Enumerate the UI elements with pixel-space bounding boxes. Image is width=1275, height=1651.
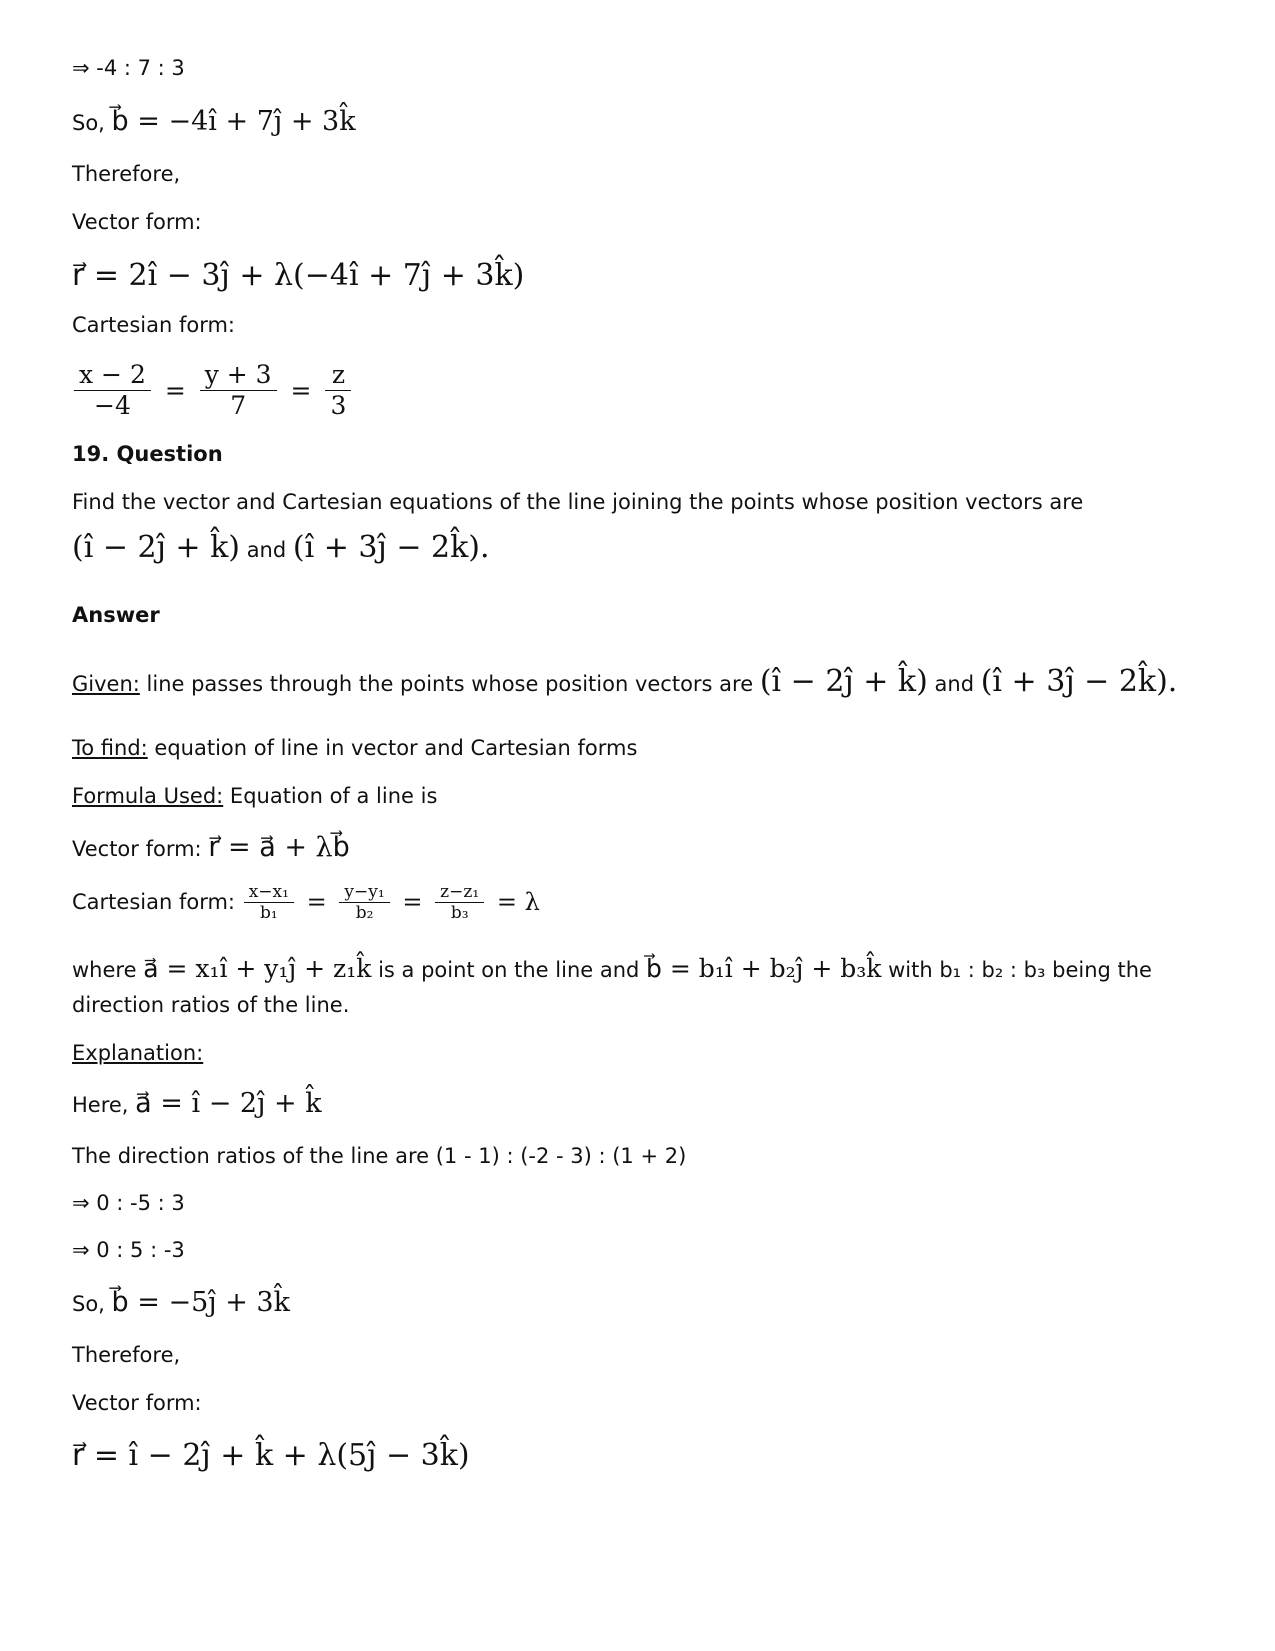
vector-form-label: Vector form:	[72, 210, 202, 234]
formula-fraction-y-numerator: y−y₁	[339, 882, 389, 903]
position-vector-2: (î + 3ĵ − 2k̂).	[292, 530, 490, 565]
cartesian-form-label: Cartesian form:	[72, 313, 235, 337]
b-here-line	[72, 1287, 290, 1319]
vector-formula-line	[72, 832, 350, 864]
given-vector-1: (î − 2ĵ + k̂)	[759, 664, 928, 699]
formula-fraction-z-denominator: b₃	[450, 903, 469, 924]
given-text: line passes through the points whose position vectors are	[146, 672, 754, 696]
b-definition: b⃗ = b₁î + b₂ĵ + b₃k̂	[646, 954, 882, 983]
fraction-x	[74, 360, 151, 421]
where-line-2: direction ratios of the line.	[72, 993, 350, 1017]
and-text: and	[934, 672, 975, 696]
formula-fraction-y	[339, 882, 389, 924]
and-text: and	[246, 538, 287, 562]
equals-sign: =	[164, 375, 186, 405]
fraction-y	[200, 360, 277, 421]
fraction-z-denominator: 3	[330, 391, 347, 420]
formula-fraction-y-denominator: b₂	[355, 903, 374, 924]
question-heading: 19. Question	[72, 442, 223, 466]
to-find-text: equation of line in vector and Cartesian forms	[154, 736, 638, 760]
fraction-x-numerator: x − 2	[74, 360, 151, 391]
equals-sign: =	[290, 375, 312, 405]
here-line	[72, 1088, 322, 1120]
question-vectors	[72, 530, 490, 566]
formula-fraction-x	[244, 882, 294, 924]
formula-fraction-x-denominator: b₁	[259, 903, 278, 924]
so-prefix: So,	[72, 111, 105, 135]
therefore-text: Therefore,	[72, 1343, 181, 1367]
lambda-rhs: = λ	[496, 888, 540, 917]
fraction-z	[325, 360, 351, 421]
given-label: Given:	[72, 672, 140, 696]
where-prefix: where	[72, 958, 137, 982]
vector-form-label: Vector form:	[72, 837, 202, 861]
final-vector-equation: r⃗ = î − 2ĵ + k̂ + λ(5ĵ − 3k̂)	[72, 1438, 470, 1473]
here-prefix: Here,	[72, 1093, 129, 1117]
fraction-y-numerator: y + 3	[200, 360, 277, 391]
to-find-label: To find:	[72, 736, 148, 760]
equals-sign: =	[402, 888, 423, 917]
ratio-line-1: ⇒ 0 : -5 : 3	[72, 1191, 185, 1215]
question-text: Find the vector and Cartesian equations of the line joining the points whose position vectors are	[72, 490, 1084, 514]
b-vector-equation: b⃗ = −4î + 7ĵ + 3k̂	[111, 106, 356, 137]
a-here-equation: a⃗ = î − 2ĵ + k̂	[135, 1088, 322, 1119]
formula-fraction-x-numerator: x−x₁	[244, 882, 294, 903]
explanation-label: Explanation:	[72, 1041, 204, 1065]
so-prefix: So,	[72, 1292, 105, 1316]
formula-text: Equation of a line is	[229, 784, 438, 808]
given-vector-2: (î + 3ĵ − 2k̂).	[980, 664, 1178, 699]
vector-form-label-2: Vector form:	[72, 1391, 202, 1415]
where-suffix: with b₁ : b₂ : b₃ being the	[888, 958, 1152, 982]
where-line	[72, 954, 1152, 984]
therefore-text: Therefore,	[72, 162, 181, 186]
where-mid-text: is a point on the line and	[378, 958, 640, 982]
b-vector-line	[72, 106, 356, 138]
cartesian-formula-line	[72, 882, 544, 924]
formula-fraction-z-numerator: z−z₁	[435, 882, 484, 903]
answer-heading: Answer	[72, 603, 160, 627]
formula-fraction-z	[435, 882, 484, 924]
formula-line	[72, 784, 437, 809]
ratio-line: ⇒ -4 : 7 : 3	[72, 56, 185, 80]
direction-ratios-line: The direction ratios of the line are (1 - 1) : (-2 - 3) : (1 + 2)	[72, 1144, 687, 1168]
equals-sign: =	[306, 888, 327, 917]
given-line	[72, 664, 1177, 700]
vector-equation: r⃗ = 2î − 3ĵ + λ(−4î + 7ĵ + 3k̂)	[72, 258, 525, 293]
ratio-line-2: ⇒ 0 : 5 : -3	[72, 1238, 185, 1262]
cartesian-form-label: Cartesian form:	[72, 889, 235, 914]
vector-formula: r⃗ = a⃗ + λb⃗	[208, 832, 350, 863]
position-vector-1: (î − 2ĵ + k̂)	[72, 530, 240, 565]
fraction-x-denominator: −4	[94, 391, 131, 420]
fraction-z-numerator: z	[325, 360, 351, 391]
formula-label: Formula Used:	[72, 784, 224, 808]
to-find-line	[72, 736, 637, 761]
fraction-y-denominator: 7	[230, 391, 247, 420]
b-here-equation: b⃗ = −5ĵ + 3k̂	[111, 1287, 290, 1318]
a-definition: a⃗ = x₁î + y₁ĵ + z₁k̂	[143, 954, 372, 983]
cartesian-equation	[72, 360, 353, 421]
